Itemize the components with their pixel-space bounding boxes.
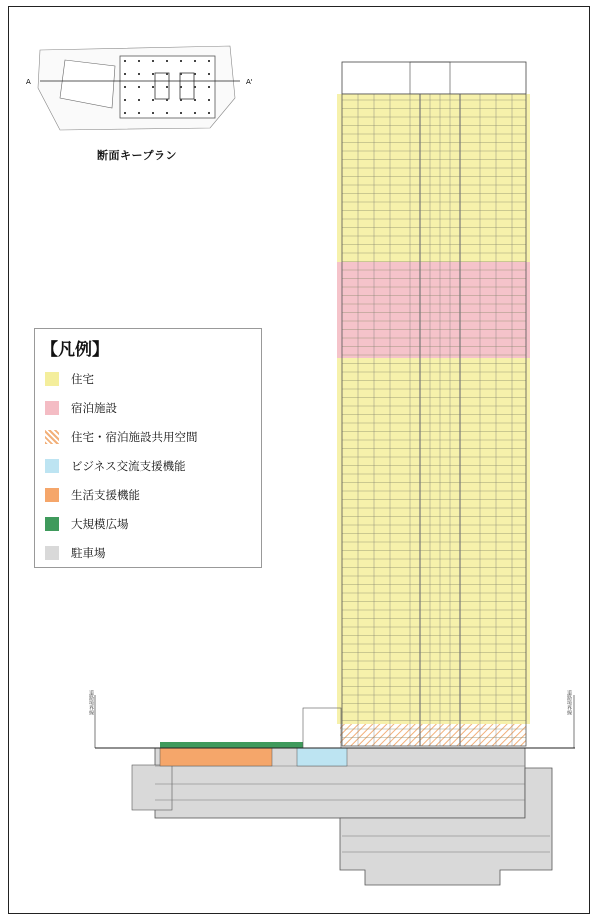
legend-swatch bbox=[45, 488, 59, 502]
legend-label: ビジネス交流支援機能 bbox=[71, 459, 186, 473]
legend-label: 宿泊施設 bbox=[71, 401, 117, 415]
business-exchange-zone bbox=[297, 748, 347, 766]
key-plan-caption: 断面キープラン bbox=[97, 149, 177, 162]
residential-zone-lower bbox=[337, 358, 530, 724]
basement-left bbox=[132, 765, 172, 810]
legend-item bbox=[45, 458, 186, 474]
legend-item bbox=[45, 371, 94, 387]
legend-swatch bbox=[45, 401, 59, 415]
left-boundary-label: 道路境界線 bbox=[88, 690, 94, 715]
legend-label: 生活支援機能 bbox=[71, 488, 140, 502]
hotel-zone bbox=[337, 262, 530, 358]
shared-space-zone bbox=[340, 724, 526, 746]
rooftop-frame bbox=[342, 62, 526, 94]
legend-item bbox=[45, 487, 140, 503]
residential-zone-upper bbox=[337, 94, 530, 262]
legend-label: 住宅・宿泊施設共用空間 bbox=[71, 430, 198, 444]
legend-item bbox=[45, 400, 117, 416]
legend-label: 大規模広場 bbox=[71, 517, 129, 531]
cut-label-a: A bbox=[26, 78, 31, 86]
legend-swatch bbox=[45, 459, 59, 473]
right-boundary-label: 道路境界線 bbox=[566, 690, 572, 715]
legend-item bbox=[45, 545, 106, 561]
legend-label: 駐車場 bbox=[71, 546, 106, 560]
legend-swatch bbox=[45, 372, 59, 386]
cut-label-a-prime: A' bbox=[246, 78, 253, 86]
legend bbox=[34, 328, 262, 568]
legend-title: 【凡例】 bbox=[41, 340, 109, 360]
plaza-zone bbox=[160, 742, 303, 748]
legend-swatch bbox=[45, 430, 59, 444]
legend-item bbox=[45, 516, 129, 532]
legend-label: 住宅 bbox=[71, 372, 94, 386]
life-support-zone bbox=[160, 748, 272, 766]
legend-item bbox=[45, 429, 198, 445]
legend-swatch bbox=[45, 517, 59, 531]
entrance-canopy bbox=[303, 708, 341, 748]
legend-swatch bbox=[45, 546, 59, 560]
